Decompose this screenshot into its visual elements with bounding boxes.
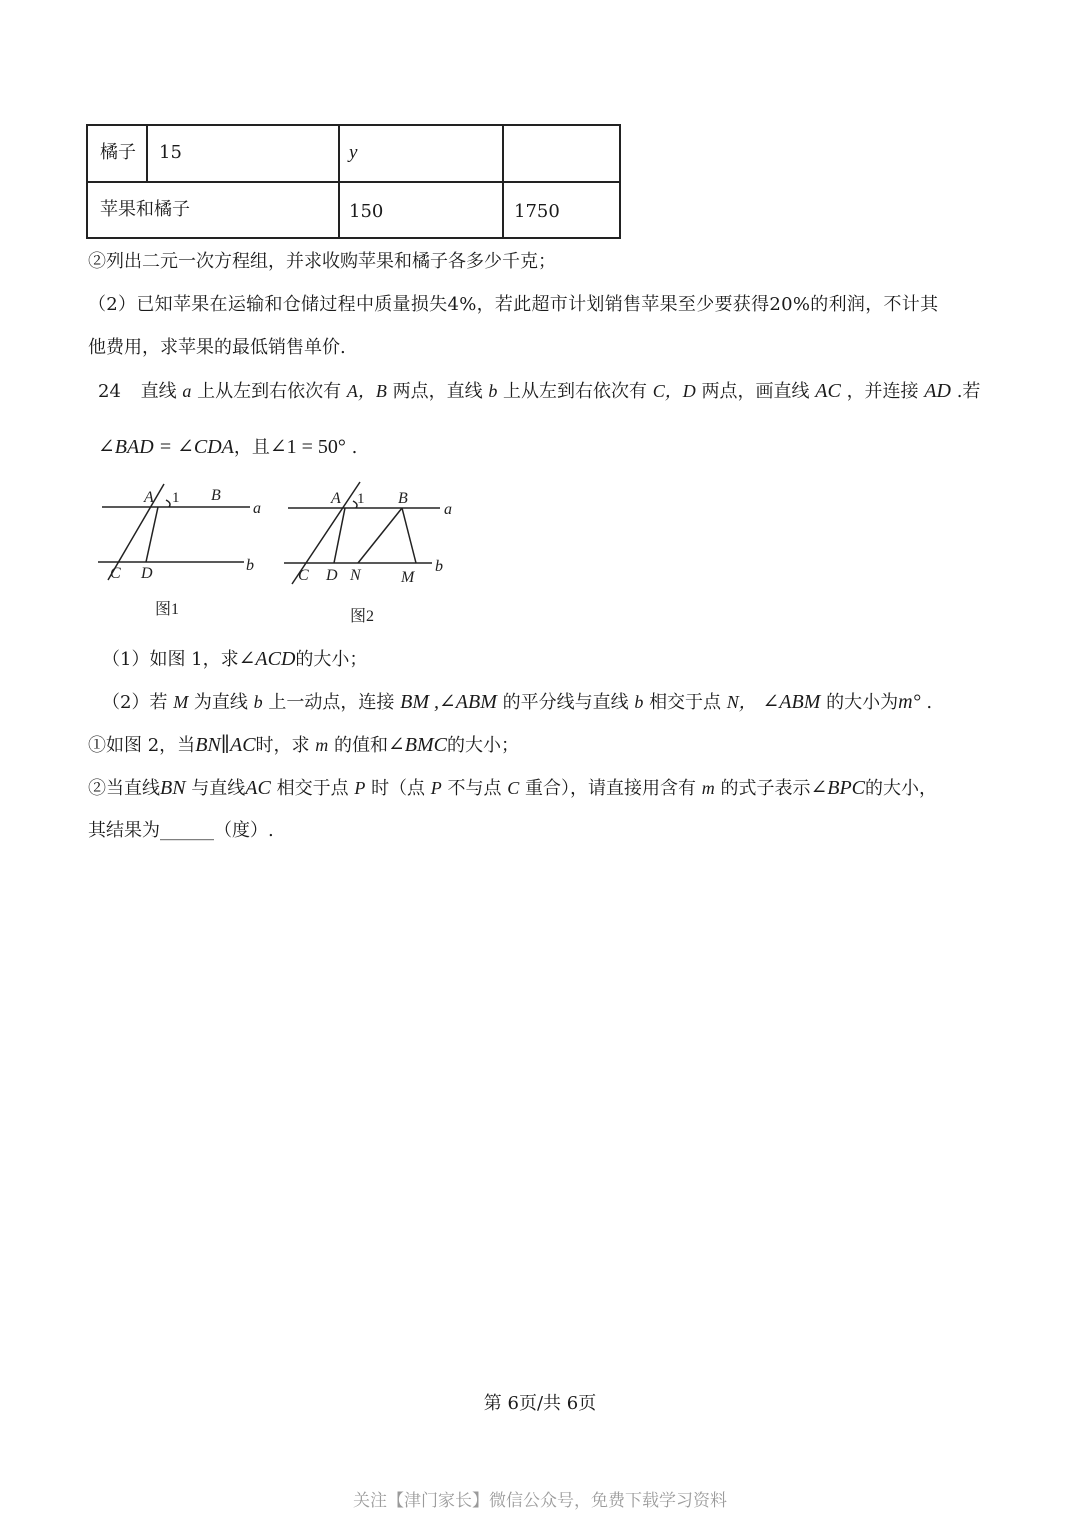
fig1-label-1: 1 [172,490,180,506]
part-text: 的式子表示 [720,778,811,799]
fig1-label-b: b [246,557,254,574]
stem-text: 两点，直线 [392,381,483,402]
fig1-segment-AD [146,507,158,562]
stem-text: 直线 [140,381,177,402]
stem-text: ，并连接 [846,381,919,402]
fig1-label-D: D [141,565,153,582]
q24-part2-sub2-line1 [88,777,937,800]
q24-part1 [102,648,367,671]
table-cell: 橘子 [100,142,136,163]
var-P: P [430,778,442,798]
part-text: 时，求 [255,735,310,756]
watermark-text: 关注【津门家长】微信公众号，免费下载学习资料 [353,1491,727,1511]
fig2-segment-BM [402,508,416,563]
part-text: 的值和 [334,735,389,756]
part-text: 的大小； [295,649,368,670]
fig2-label-b: b [435,558,443,575]
table-cell: 150 [349,201,384,222]
var-CD: C，D [652,381,696,401]
fig2-label-B: B [398,490,408,507]
part-text: 与直线 [191,778,246,799]
part-text: 相交于点 [649,692,722,713]
math-m-degrees: m° [898,691,921,713]
data-table [86,124,621,239]
table-divider-2 [338,124,340,239]
table-border-top [86,124,621,126]
part-text: 的大小为 [826,692,899,713]
fig1-label-a: a [253,500,261,517]
part-text: 相交于点 [276,778,349,799]
fig2-label-D: D [326,567,338,584]
fig1-angle-1-arc [166,500,170,507]
math-angle-BPC: ∠BPC [810,777,866,799]
figure-1-labels [110,487,261,582]
var-AB: A，B [346,381,387,401]
table-cell: 15 [159,142,182,163]
math-angle-equality: ∠BAD = ∠CDA [98,436,234,458]
part-text: 上一动点，连接 [268,692,395,713]
var-b: b [253,692,263,712]
part-text: ②当直线 [88,778,160,799]
var-m: m [315,735,329,755]
part-text: . [926,692,933,713]
var-AC: AC [245,777,271,799]
fig1-label-C: C [110,565,121,582]
var-BN: BN [160,777,186,799]
question-number: 24 [98,381,121,402]
q24-part2 [102,691,932,714]
fig1-label-B: B [211,487,221,504]
var-m: m [701,778,715,798]
fig2-segment-AD [334,508,345,563]
fig2-segment-BN [358,508,402,563]
math-angle-ACD: ∠ACD [238,648,296,670]
q23-sub-question-2: ②列出二元一次方程组，并求收购苹果和橘子各多少千克； [88,251,556,272]
page-number: 第 6页/共 6页 [483,1393,597,1414]
part-text: 重合），请直接用含有 [525,778,697,799]
part-text: 为直线 [193,692,248,713]
stem-text: 上从左到右依次有 [197,381,342,402]
var-M: M [173,692,189,712]
q24-part2-sub2-line2 [88,820,274,842]
q24-stem-line2 [98,436,357,459]
fig2-label-1: 1 [357,491,365,507]
var-b: b [634,692,644,712]
table-cell: y [349,142,358,163]
table-cell: 1750 [514,201,560,222]
fig2-caption: 图2 [350,608,375,625]
fig1-label-A: A [144,489,154,506]
part-text: 的大小， [865,778,938,799]
fig2-label-M: M [401,569,415,586]
var-a: a [182,381,192,401]
fig1-caption: 图1 [155,601,180,618]
var-b: b [488,381,498,401]
part-text: 不与点 [447,778,502,799]
stem-text: .若 [956,381,981,402]
part-text: （1）如图 1，求 [102,649,239,670]
q24-stem-line1 [98,380,980,403]
figure-2-labels [298,490,452,586]
part-text: 的平分线与直线 [502,692,629,713]
math-angle-BMC: ∠BMC [388,734,447,756]
table-border-left [86,124,88,239]
math-angle-1: ∠1 = 50° [269,436,346,458]
math-BM-angle-ABM: BM ,∠ABM [400,691,497,713]
var-N: N， [726,692,757,712]
part-text: ①如图 2，当 [88,735,196,756]
fig2-label-N: N [350,567,361,584]
q24-figures [90,478,470,630]
part-text: （2）若 [102,692,168,713]
math-angle-ABM: ∠ABM [762,691,821,713]
part-text: 的大小； [447,735,519,756]
q23-part2-line1: （2）已知苹果在运输和仓储过程中质量损失4%，若此超市计划销售苹果至少要获得20%的利润，不计其 [88,294,939,315]
table-divider-3 [502,124,504,239]
math-BN-parallel-AC: BN∥AC [195,734,256,756]
stem-text: . [351,437,358,458]
part-text: 其结果为 [88,820,160,841]
var-C: C [507,778,520,798]
part-text: （度）. [214,820,274,841]
table-border-bottom [86,237,621,239]
q24-part2-sub1 [88,734,519,757]
part-text: 时（点 [371,778,426,799]
table-cell: 苹果和橘子 [100,199,190,220]
var-AC: AC [815,380,841,402]
answer-blank: ______ [160,820,214,841]
table-border-right [619,124,621,239]
table-border-middle [86,181,621,183]
fig2-label-A: A [331,490,341,507]
var-P: P [354,778,366,798]
stem-text: ，且 [233,437,270,458]
var-AD: AD [924,380,951,402]
fig2-label-a: a [444,501,452,518]
stem-text: 上从左到右依次有 [503,381,648,402]
table-divider-1 [146,124,148,182]
q23-part2-line2: 他费用，求苹果的最低销售单价. [88,337,346,358]
stem-text: 两点，画直线 [701,381,810,402]
fig2-label-C: C [298,567,309,584]
